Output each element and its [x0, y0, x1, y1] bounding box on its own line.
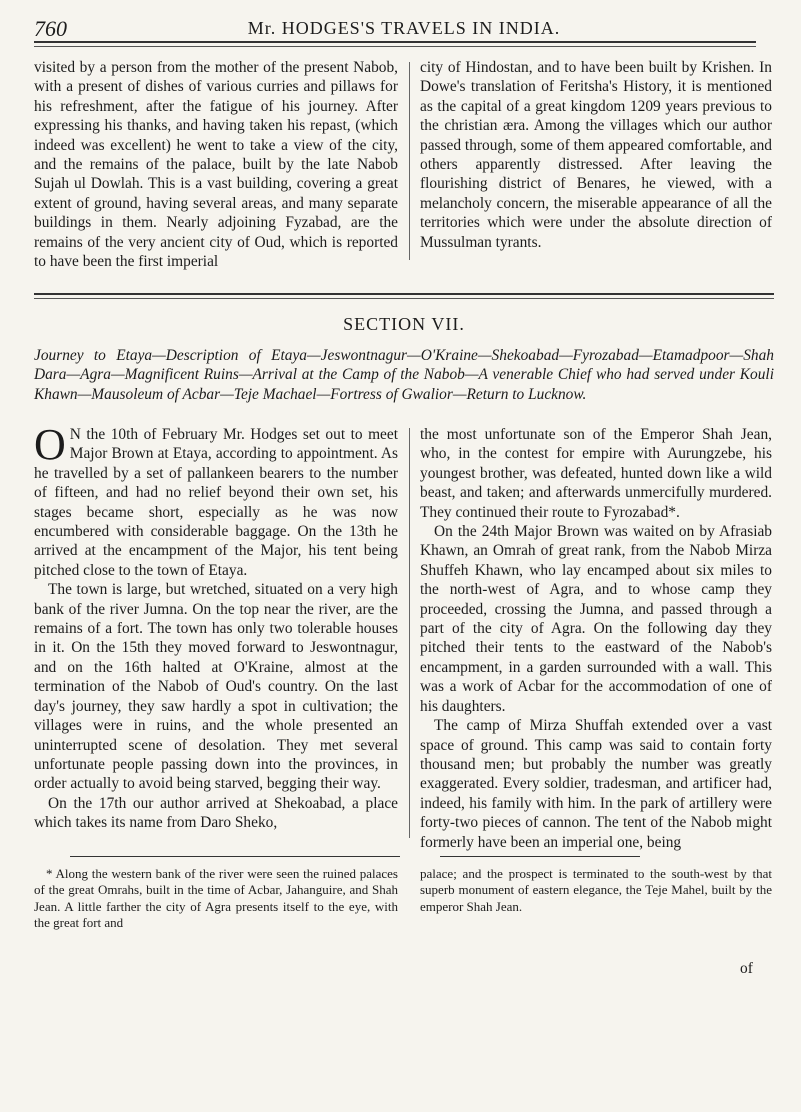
- drop-cap: O: [34, 420, 66, 469]
- section-title: SECTION VII.: [343, 314, 465, 334]
- column-divider: [409, 428, 410, 838]
- paragraph-text: N the 10th of February Mr. Hodges set out to meet Major Brown at Etaya, according to appointment. As he travelled by a set of pallankeen bearers to the number of fifteen, and had no relief beyond their own set, his stages became short, especially as he was now encumbered with considerable baggage. On the 13th he arrived at the encampment of the Major, his tent being pitched close to the town of Etaya.: [34, 426, 398, 579]
- column-main-right: [420, 425, 772, 852]
- footnote-text: palace; and the prospect is terminated to the south-west by that superb monument of eastern elegance, the Teje Mahel, built by the emperor Shah Jean.: [420, 866, 772, 914]
- footnote-text: * Along the western bank of the river were seen the ruined palaces of the great Omrahs, built in the time of Acbar, Jahanguire, and Shah Jean. A little farther the city of Agra presents itself to the eye, with the great fort and: [34, 866, 398, 931]
- header-rule-thin: [34, 46, 756, 47]
- paragraph: visited by a person from the mother of the present Nabob, with a present of dishes of various curries and pillaws for his refreshment, after the fatigue of his journey. After expressing his thanks, and having taken his repast, (which indeed was excellent) he went to take a view of the city, and the remains of the palace, built by the late Nabob Sujah ul Dowlah. This is a vast building, covering a great extent of ground, having several areas, and many separate buildings in them. Nearly adjoining Fyzabad, are the remains of the very ancient city of Oud, which is reported to have been the first imperial: [34, 59, 398, 271]
- header-rule: [34, 41, 756, 43]
- column-top-right: [420, 58, 772, 252]
- page-header: [34, 14, 774, 44]
- section-rule: [34, 293, 774, 295]
- paragraph: city of Hindostan, and to have been built by Krishen. In Dowe's translation of Feritsha's History, it is mentioned as the capital of a great kingdom 1209 years previous to the christian æra. Among the villages which our author passed through, some of them appeared comfortable, and others apparently distressed. After leaving the flourishing district of Benares, he viewed, with a melancholy concern, the miserable appearance of all the territories which were under the absolute direction of Mussulman tyrants.: [420, 59, 772, 251]
- catchword: of: [740, 960, 753, 977]
- footnote-left: [34, 866, 398, 932]
- paragraph: On the 24th Major Brown was waited on by Afrasiab Khawn, an Omrah of great rank, from the Nabob Mirza Shuffeh Khawn, who lay encamped about six miles to the north-west of Agra, and to whose camp they proceeded, crossing the Jumna, and passed through a part of the city of Agra. On the following day they pitched their tents to the eastward of the Nabob's encampment, in a garden surrounded with a wall. This was a work of Acbar for the accommodation of one of his daughters.: [420, 523, 772, 715]
- column-top-left: [34, 58, 398, 271]
- section-rule-thin: [34, 298, 774, 299]
- column-main-left: [34, 420, 398, 833]
- footnote-rule: [440, 856, 640, 857]
- footnote-rule: [70, 856, 400, 857]
- footnote-right: [420, 866, 772, 915]
- running-head: Mr. HODGES'S TRAVELS IN INDIA.: [247, 18, 561, 38]
- column-divider: [409, 62, 410, 260]
- page-number: 760: [34, 16, 67, 41]
- paragraph-opening: [34, 420, 398, 580]
- paragraph: On the 17th our author arrived at Shekoabad, a place which takes its name from Daro Sheko,: [34, 794, 398, 832]
- paragraph: The town is large, but wretched, situated on a very high bank of the river Jumna. On the top near the river, are the remains of a fort. The town has only two tolerable houses in it. On the 15th they moved forward to Jeswontnagur, and on the 16th halted at O'Kraine, almost at the termination of the Nabob of Oud's country. On the last day's journey, they saw hardly a spot in cultivation; the villages were in ruins, and the whole presented an uninterrupted scene of desolation. They met several unfortunate people passing down into the provinces, in order actually to avoid being starved, begging their way.: [34, 581, 398, 793]
- paragraph: The camp of Mirza Shuffah extended over a vast space of ground. This camp was said to contain forty thousand men; but probably the number was greatly exaggerated. Every soldier, tradesman, and artificer had, indeed, his family with him. In the park of artillery were forty-two pieces of cannon. The tent of the Nabob might formerly have been an imperial one, being: [420, 717, 772, 851]
- section-contents: Journey to Etaya—Description of Etaya—Jeswontnagur—O'Kraine—Shekoabad—Fyrozabad—Etamadpoor—Shah Dara—Agra—Magnificent Ruins—Arrival at the Camp of the Nabob—A venerable Chief who had served under Kouli Khawn—Mausoleum of Acbar—Teje Machael—Fortress of Gwalior—Return to Lucknow.: [34, 347, 774, 403]
- paragraph: the most unfortunate son of the Emperor Shah Jean, who, in the contest for empire with Aurungzebe, his youngest brother, was defeated, hunted down like a wild beast, and taken; and afterwards unmercifully murdered. They continued their route to Fyrozabad*.: [420, 426, 772, 521]
